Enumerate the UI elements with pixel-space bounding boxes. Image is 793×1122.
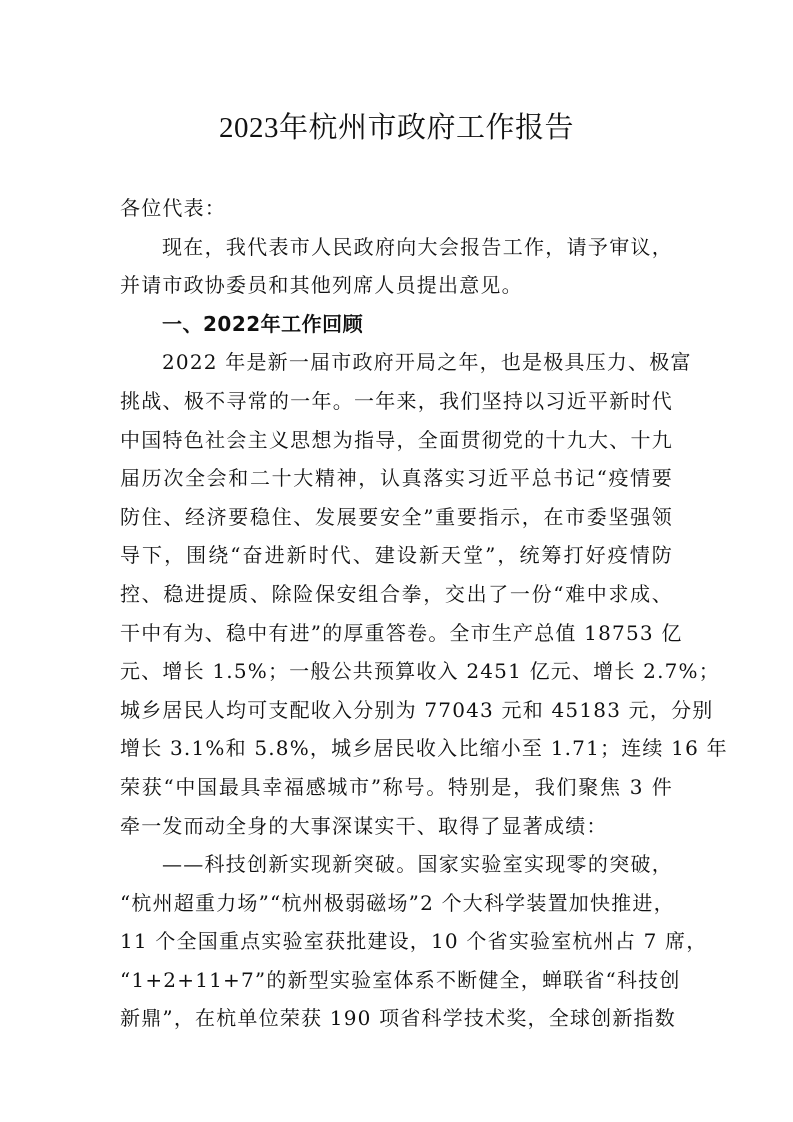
section-heading <box>120 305 673 344</box>
paragraph2-line: 11 个全国重点实验室获批建设，10 个省实验室杭州占 7 席， <box>120 929 708 954</box>
paragraph1-line: 城乡居民人均可支配收入分别为 77043 元和 45183 元，分别 <box>120 697 714 722</box>
paragraph1-line: 荣获“中国最具幸福感城市”称号。特别是，我们聚焦 3 件 <box>120 774 673 799</box>
paragraph1-line: 防住、经济要稳住、发展要安全”重要指示，在市委坚强领 <box>120 504 673 529</box>
paragraph1-line: 导下，围绕“奋进新时代、建设新天堂”，统筹打好疫情防 <box>120 543 673 568</box>
intro-paragraph <box>120 228 673 305</box>
paragraph1-line: 中国特色社会主义思想为指导，全面贯彻党的十九大、十九 <box>120 427 673 452</box>
paragraph1-line: 元、增长 1.5%；一般公共预算收入 2451 亿元、增长 2.7%； <box>120 659 720 684</box>
paragraph1-line: 牵一发而动全身的大事深谋实干、取得了显著成绩： <box>120 813 608 838</box>
paragraph1-line: 届历次全会和二十大精神，认真落实习近平总书记“疫情要 <box>120 466 673 491</box>
paragraph1-line: 控、稳进提质、除险保安组合拳，交出了一份“难中求成、 <box>120 581 673 606</box>
paragraph1-line: 2022 年是新一届市政府开局之年，也是极具压力、极富 <box>162 350 692 375</box>
paragraph2-line: 新鼎”，在杭单位荣获 190 项省科学技术奖，全球创新指数 <box>120 1006 676 1031</box>
salutation-text: 各位代表： <box>120 196 226 220</box>
paragraph2-line: “杭州超重力场”“杭州极弱磁场”2 个大科学装置加快推进， <box>120 890 675 915</box>
document-title: 2023年杭州市政府工作报告 <box>218 112 574 144</box>
paragraph-tech-innovation <box>120 845 708 1038</box>
paragraph2-line: “1+2+11+7”的新型实验室体系不断健全，蝉联省“科技创 <box>120 967 681 992</box>
paragraph1-line: 挑战、极不寻常的一年。一年来，我们坚持以习近平新时代 <box>120 388 673 413</box>
paragraph2-line: ——科技创新实现新突破。国家实验室实现零的突破， <box>162 852 673 877</box>
paragraph1-line: 干中有为、稳中有进”的厚重答卷。全市生产总值 18753 亿 <box>120 620 683 645</box>
paragraph1-line: 增长 3.1%和 5.8%，城乡居民收入比缩小至 1.71；连续 16 年 <box>120 736 728 761</box>
section-heading-text: 一、2022年工作回顾 <box>162 311 364 336</box>
salutation <box>120 189 673 228</box>
intro-line-2: 并请市政协委员和其他列席人员提出意见。 <box>120 273 523 298</box>
intro-line-1: 现在，我代表市人民政府向大会报告工作，请予审议， <box>162 234 673 259</box>
paragraph-review-summary <box>120 343 728 845</box>
document-body <box>120 189 728 1038</box>
